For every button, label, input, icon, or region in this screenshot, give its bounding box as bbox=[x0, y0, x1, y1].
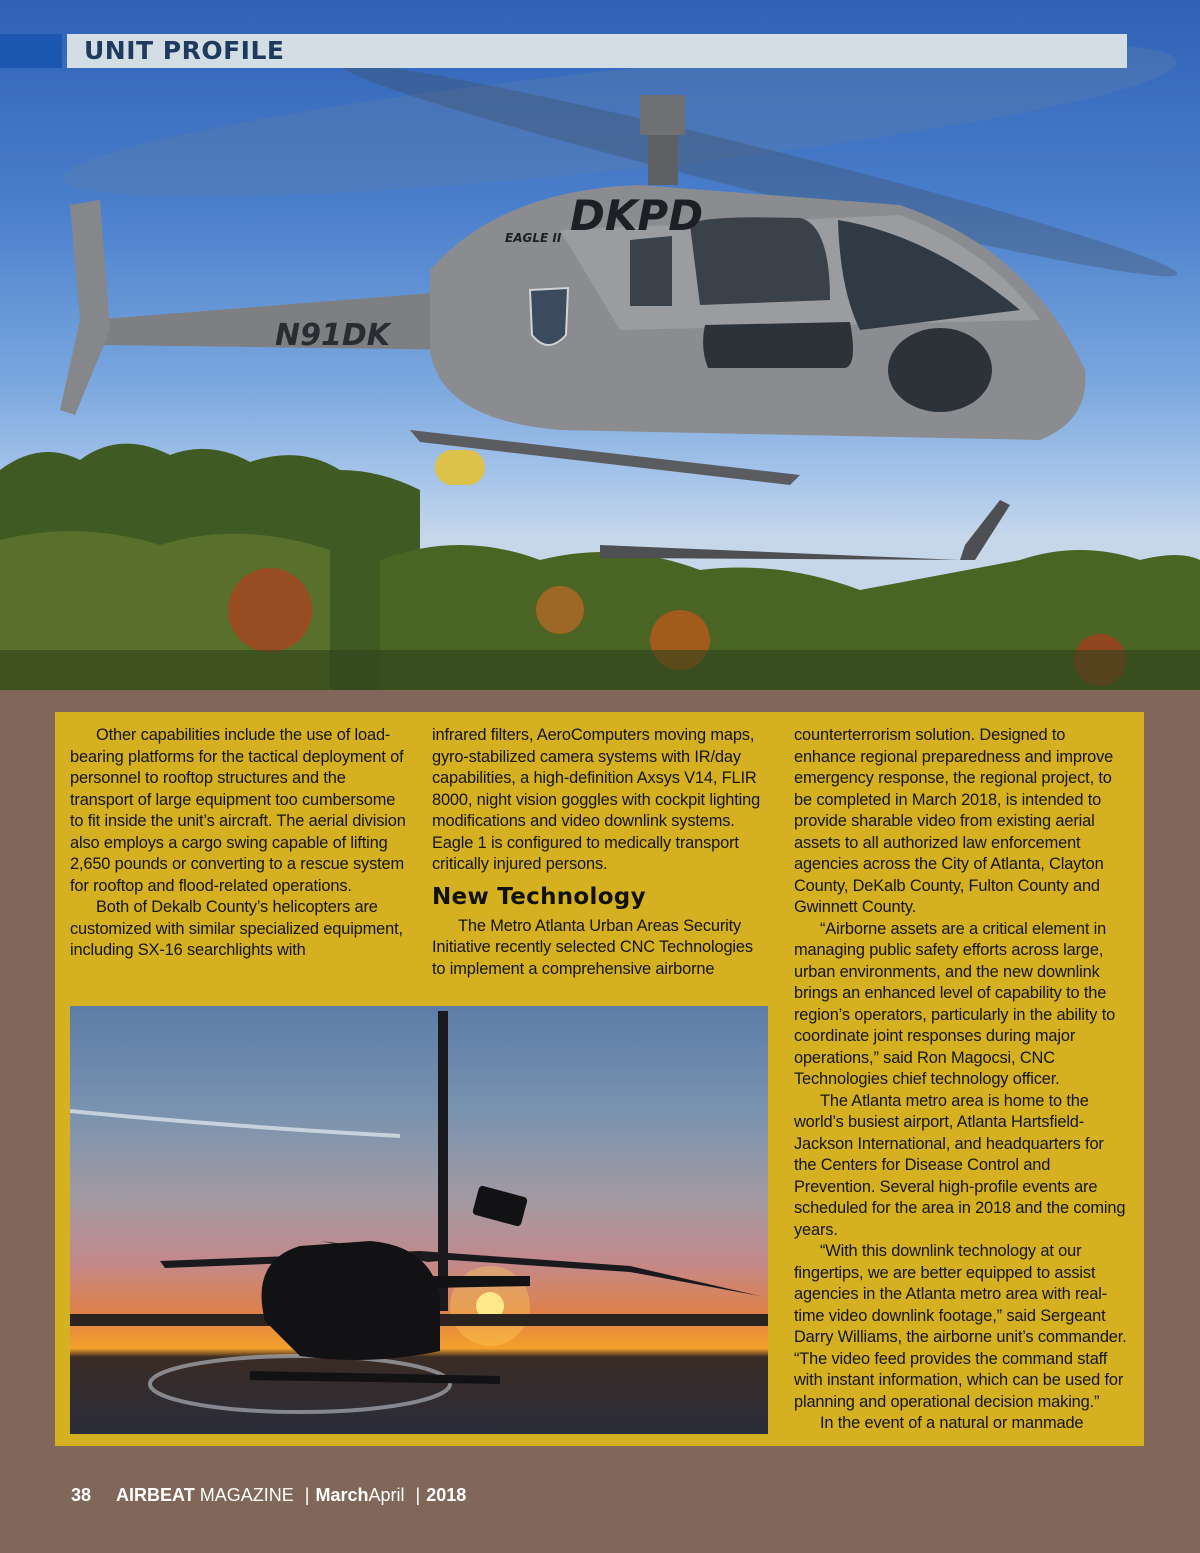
subheading: New Technology bbox=[432, 883, 646, 910]
footer-separator: | bbox=[304, 1485, 310, 1505]
paragraph: “Airborne assets are a critical element in managing public safety efforts across large, urban environments, and the new downlink brings an enhanced level of capability to the region’s operators, particularly in the ability to coordinate joint responses during major operations,” said Ron Magocsi, CNC Technologies chief technology officer. bbox=[794, 919, 1116, 1088]
sunset-silhouette bbox=[70, 1006, 768, 1434]
header-accent-block bbox=[0, 34, 62, 68]
paragraph: Both of Dekalb County’s helicopters are customized with similar specialized equipment, including SX-16 searchlights with bbox=[70, 898, 403, 959]
issue-month-bold: March bbox=[315, 1485, 369, 1505]
paragraph: Other capabilities include the use of load-bearing platforms for the tactical deployment of personnel to rooftop structures and the transport of large equipment too cumbersome to fit inside the unit’s aircraft. The aerial division also employs a cargo swing capable of lifting 2,650 pounds or converting to a rescue system for rooftop and flood-related operations. bbox=[70, 726, 406, 895]
paragraph: In the event of a natural or manmade bbox=[820, 1414, 1084, 1432]
article-column-1 bbox=[70, 725, 410, 962]
paragraph: counterterrorism solution. Designed to enhance regional preparedness and improve emergency response, the regional project, to be completed in March 2018, is intended to provide sharable video from existing aerial assets to all authorized law enforcement agencies across the City of Atlanta, Clayton County, DeKalb County, Fulton County and Gwinnett County. bbox=[794, 726, 1114, 916]
footer-separator: | bbox=[415, 1485, 421, 1505]
paragraph: The Metro Atlanta Urban Areas Security Initiative recently selected CNC Technologies to implement a comprehensive airborne bbox=[432, 916, 753, 978]
fuselage-lettering: DKPD bbox=[570, 191, 704, 240]
article-column-3 bbox=[794, 725, 1128, 1435]
section-header bbox=[0, 34, 1127, 68]
callsign-lettering: EAGLE II bbox=[505, 231, 562, 245]
magazine-name-bold: AIRBEAT bbox=[116, 1485, 195, 1505]
hero-helicopter-photo bbox=[0, 0, 1200, 690]
tail-number-lettering: N91DK bbox=[275, 318, 391, 353]
section-title: UNIT PROFILE bbox=[84, 36, 285, 65]
paragraph: The Atlanta metro area is home to the world’s busiest airport, Atlanta Hartsfield-Jackson International, and headquarters for the Centers for Disease Control and Prevention. Several high-profile events are scheduled for the area in 2018 and the coming years. bbox=[794, 1091, 1126, 1239]
paragraph: infrared filters, AeroComputers moving maps, gyro-stabilized camera systems with IR/day capabilities, a high-definition Axsys V14, FLIR 8000, night vision goggles with cockpit lighting modifications and video downlink systems. Eagle 1 is configured to medically transport critically injured persons. bbox=[432, 726, 761, 873]
sunset-helicopter-photo bbox=[70, 1006, 768, 1434]
issue-month-light: April bbox=[368, 1485, 405, 1505]
article-column-2 bbox=[432, 725, 768, 980]
helicopter-illustration bbox=[0, 0, 1200, 690]
issue-year: 2018 bbox=[426, 1485, 467, 1505]
magazine-name-light: MAGAZINE bbox=[199, 1485, 294, 1505]
article-panel bbox=[55, 712, 1144, 1446]
page-number: 38 bbox=[71, 1485, 92, 1505]
police-badge-icon bbox=[530, 288, 568, 345]
paragraph: “With this downlink technology at our fingertips, we are better equipped to assist agencies in the Atlanta metro area with real-time video downlink footage,” said Sergeant Darry Williams, the airborne unit’s commander. “The video feed provides the command staff with instant information, which can be used for planning and operational decision making.” bbox=[794, 1242, 1127, 1411]
page-footer bbox=[71, 1484, 466, 1506]
